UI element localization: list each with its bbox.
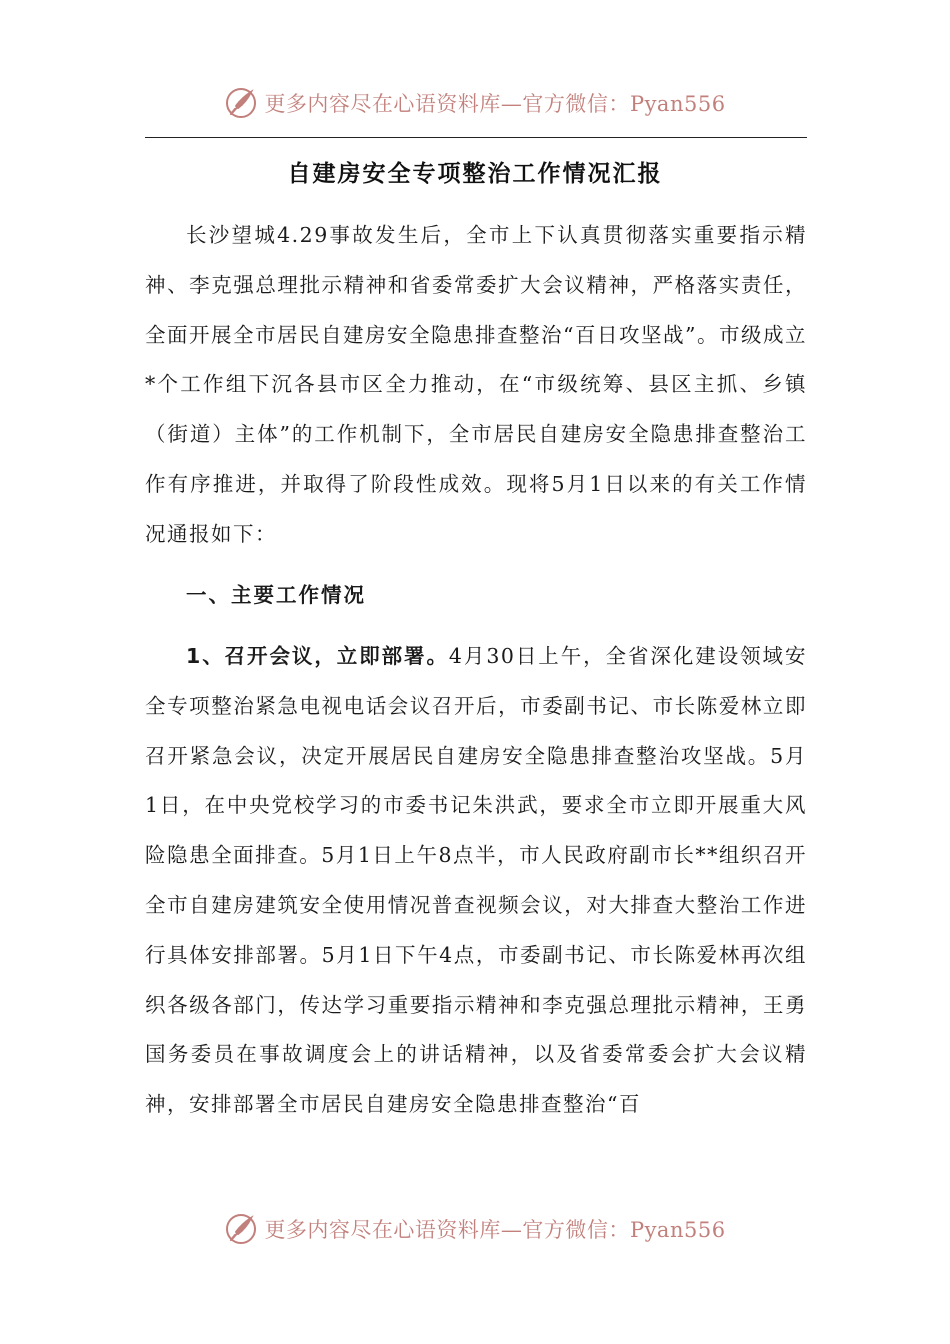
quill-logo-icon xyxy=(224,86,258,120)
section-heading: 一、主要工作情况 xyxy=(186,583,366,607)
watermark-banner-bottom xyxy=(0,1204,950,1254)
watermark-banner-top xyxy=(0,78,950,128)
wechat-id: Pyan556 xyxy=(629,92,726,116)
item1-lead: 1、召开会议，立即部署。 xyxy=(186,644,449,668)
intro-paragraph: 长沙望城4.29事故发生后，全市上下认真贯彻落实重要指示精神、李克强总理批示精神和省委常委扩大会议精神，严格落实责任，全面开展全市居民自建房安全隐患排查整治“百日攻坚战”。市级成立*个工作组下沉各县市区全力推动，在“市级统筹、县区主抓、乡镇（街道）主体”的工作机制下，全市居民自建房安全隐患排查整治工作有序推进，并取得了阶段性成效。现将5月1日以来的有关工作情况通报如下： xyxy=(145,223,807,546)
watermark-text: 更多内容尽在心语资料库—官方微信：Pyan556 xyxy=(264,92,726,116)
item1-body: 4月30日上午，全省深化建设领域安全专项整治紧急电视电话会议召开后，市委副书记、市长陈爱林立即召开紧急会议，决定开展居民自建房安全隐患排查整治攻坚战。5月1日，在中央党校学习的市委书记朱洪武，要求全市立即开展重大风险隐患全面排查。5月1日上午8点半，市人民政府副市长**组织召开全市自建房建筑安全使用情况普查视频会议，对大排查大整治工作进行具体安排部署。5月1日下午4点，市委副书记、市长陈爱林再次组织各级各部门，传达学习重要指示精神和李克强总理批示精神，王勇国务委员在事故调度会上的讲话精神，以及省委常委会扩大会议精神，安排部署全市居民自建房安全隐患排查整治“百 xyxy=(145,644,807,1117)
quill-logo-icon xyxy=(224,1212,258,1246)
wechat-id: Pyan556 xyxy=(629,1218,726,1242)
item1-paragraph xyxy=(145,632,807,1130)
header-rule xyxy=(145,137,807,138)
watermark-text: 更多内容尽在心语资料库—官方微信：Pyan556 xyxy=(264,1218,726,1242)
document-title: 自建房安全专项整治工作情况汇报 xyxy=(287,161,663,187)
